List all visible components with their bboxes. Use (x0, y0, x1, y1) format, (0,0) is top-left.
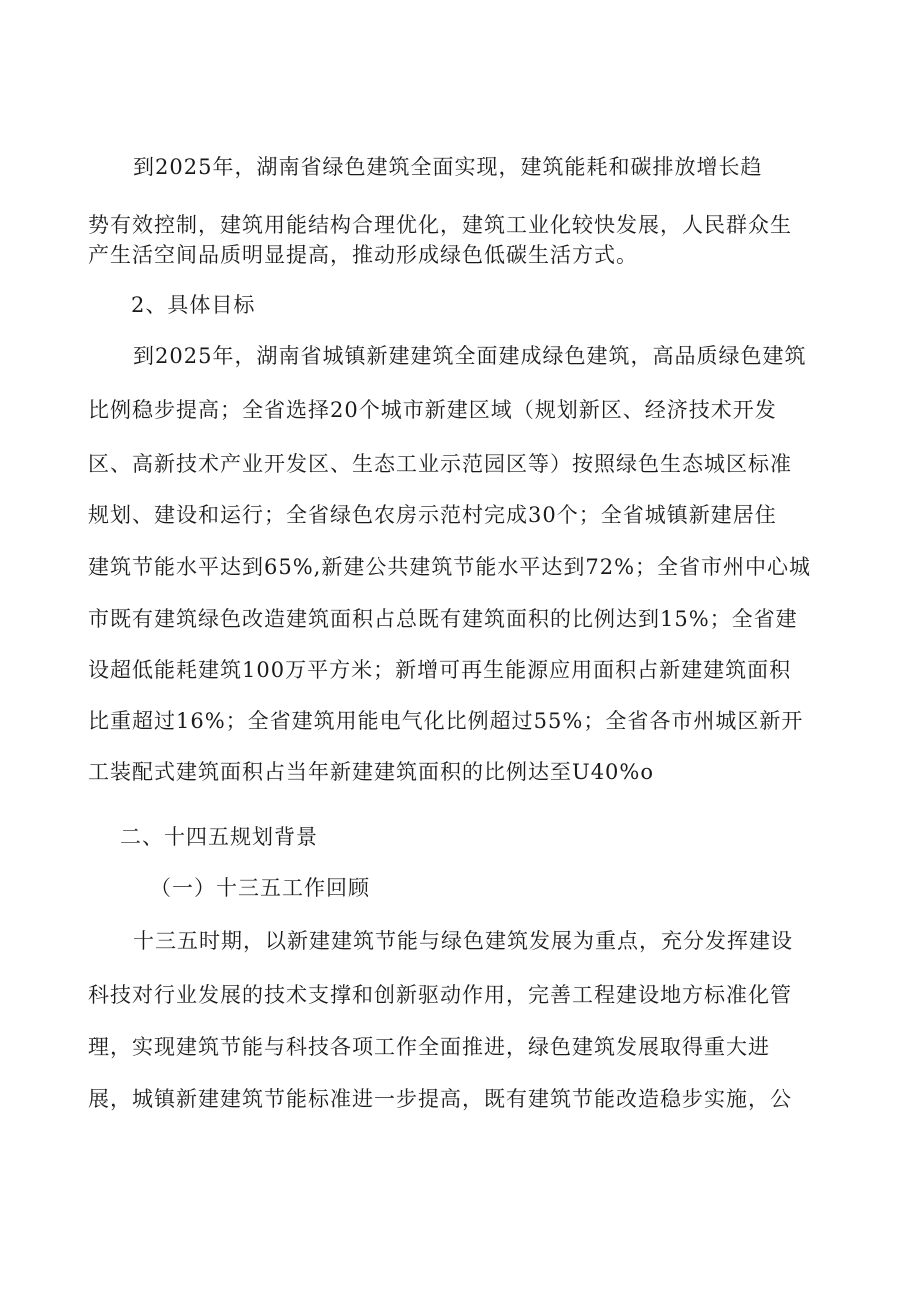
paragraph-line-2: 势有效控制，建筑用能结构合理优化，建筑工业化较快发展，人民群众生 (88, 213, 792, 237)
section-heading-specific-goals: 2、具体目标 (131, 293, 256, 317)
paragraph-line-14: 科技对行业发展的技术支撑和创新驱动作用，完善工程建设地方标准化管 (88, 983, 792, 1007)
paragraph-line-12: 工装配式建筑面积占当年新建建筑面积的比例达至U40%o (88, 760, 655, 784)
paragraph-line-1: 到2025年，湖南省绿色建筑全面实现，建筑能耗和碳排放增长趋 (133, 155, 763, 179)
paragraph-line-4: 到2025年，湖南省城镇新建建筑全面建成绿色建筑，高品质绿色建筑 (133, 344, 807, 368)
paragraph-line-8: 建筑节能水平达到65%,新建公共建筑节能水平达到72%；全省市州中心城 (88, 555, 812, 579)
paragraph-line-13: 十三五时期，以新建建筑节能与绿色建筑发展为重点，充分发挥建设 (133, 929, 793, 953)
paragraph-line-5: 比例稳步提高；全省选择20个城市新建区域（规划新区、经济技术开发 (88, 398, 777, 422)
paragraph-line-9: 市既有建筑绿色改造建筑面积占总既有建筑面积的比例达到15%；全省建 (88, 607, 798, 631)
subsection-heading-review: （一）十三五工作回顾 (150, 876, 370, 900)
section-heading-background: 二、十四五规划背景 (120, 825, 318, 849)
paragraph-line-3: 产生活空间品质明显提高，推动形成绿色低碳生活方式。 (88, 243, 638, 267)
paragraph-line-11: 比重超过16%；全省建筑用能电气化比例超过55%；全省各市州城区新开 (88, 709, 804, 733)
paragraph-line-16: 展，城镇新建建筑节能标准进一步提高，既有建筑节能改造稳步实施，公 (88, 1087, 792, 1111)
paragraph-line-7: 规划、建设和运行；全省绿色农房示范村完成30个；全省城镇新建居住 (88, 503, 777, 527)
paragraph-line-6: 区、高新技术产业开发区、生态工业示范园区等）按照绿色生态城区标准 (88, 452, 792, 476)
paragraph-line-10: 设超低能耗建筑100万平方米；新增可再生能源应用面积占新建建筑面积 (88, 658, 792, 682)
paragraph-line-15: 理，实现建筑节能与科技各项工作全面推进，绿色建筑发展取得重大进 (88, 1035, 770, 1059)
